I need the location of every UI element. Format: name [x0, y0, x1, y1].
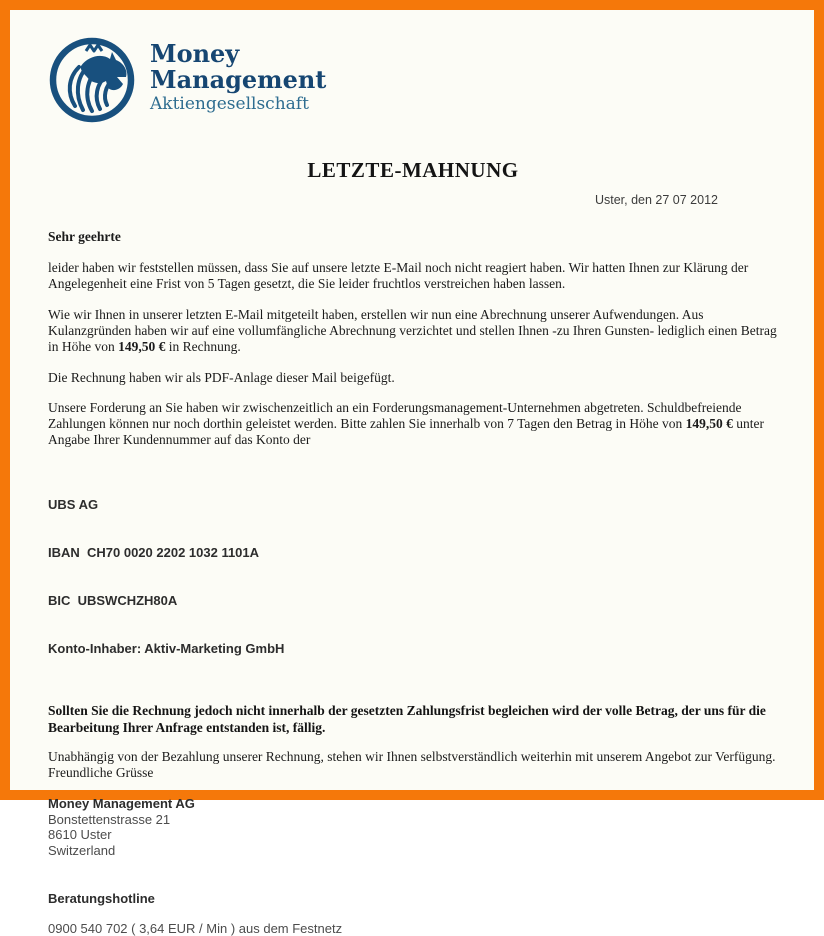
lion-crest-icon — [48, 36, 136, 124]
paragraph-pdf-attachment: Die Rechnung haben wir als PDF-Anlage dieser Mail beigefügt. — [48, 370, 395, 385]
paragraph-warning: Sollten Sie die Rechnung jedoch nicht innerhalb der gesetzten Zahlungsfrist begleichen wird der volle Betrag, der uns für die Bearbeitung Ihrer Anfrage entstanden ist, fällig. — [48, 703, 766, 735]
bank-details — [48, 465, 778, 689]
paragraph-invoice-amount — [48, 307, 778, 355]
bank-account-holder: Konto-Inhaber: Aktiv-Marketing GmbH — [48, 641, 285, 656]
paragraph-invoice-amount-post: in Rechnung. — [165, 339, 241, 354]
invoice-amount: 149,50 € — [118, 339, 166, 354]
payment-amount: 149,50 € — [685, 416, 733, 431]
signature-block — [48, 796, 778, 858]
closing-regards: Freundliche Grüsse — [48, 765, 154, 780]
paragraph-payment-request-post: unter Angabe Ihrer Kundennummer auf das Konto der — [48, 416, 765, 447]
company-logo — [48, 36, 778, 125]
signature-company: Money Management AG — [48, 796, 195, 811]
paragraph-no-reaction: leider haben wir feststellen müssen, dass Sie auf unsere letzte E-Mail noch nicht reagiert haben. Wir hatten Ihnen zur Klärung der Angelegenheit eine Frist von 5 Tagen gesetzt, die Sie leider fruchtlos verstreichen haben lassen. — [48, 260, 749, 291]
bank-name: UBS AG — [48, 497, 99, 512]
bank-bic: BIC UBSWCHZH80A — [48, 593, 178, 608]
paragraph-payment-request — [48, 400, 778, 448]
signature-city: 8610 Uster — [48, 827, 112, 842]
paragraph-payment-request-pre: Unsere Forderung an Sie haben wir zwischenzeitlich an ein Forderungsmanagement-Unternehmen abgetreten. Schuldbefreiende Zahlungen können nur noch dorthin geleistet werden. Bitte zahlen Sie innerhalb von 7 Tagen den Betrag in Höhe von — [48, 400, 742, 431]
hotline-number: 0900 540 702 ( 3,64 EUR / Min ) aus dem Festnetz — [48, 921, 343, 936]
letter-title: LETZTE-MAHNUNG — [307, 158, 519, 182]
logo-subtitle: Aktiengesellschaft — [150, 94, 309, 114]
logo-wordmark — [150, 36, 326, 115]
paragraph-invoice-amount-pre: Wie wir Ihnen in unserer letzten E-Mail mitgeteilt haben, erstellen wir nun eine Abrechnung unserer Aufwendungen. Aus Kulanzgründen haben wir auf eine vollumfängliche Abrechnung verzichtet und stellen Ihnen -zu Ihren Gunsten- lediglich einen Betrag in Höhe von — [48, 307, 777, 354]
hotline-label: Beratungshotline — [48, 891, 155, 906]
paragraph-closing: Unabhängig von der Bezahlung unserer Rechnung, stehen wir Ihnen selbstverständlich weiterhin mit unserem Angebot zur Verfügung. — [48, 749, 776, 764]
bank-iban: IBAN CH70 0020 2202 1032 1101A — [48, 545, 260, 560]
logo-name-line1: Money — [150, 39, 240, 68]
closing-block — [48, 749, 778, 781]
signature-country: Switzerland — [48, 842, 116, 858]
letter-dateline: Uster, den 27 07 2012 — [594, 193, 718, 207]
salutation: Sehr geehrte — [48, 229, 121, 244]
signature-street: Bonstettenstrasse 21 — [48, 811, 171, 827]
logo-name-line2: Management — [150, 65, 327, 94]
